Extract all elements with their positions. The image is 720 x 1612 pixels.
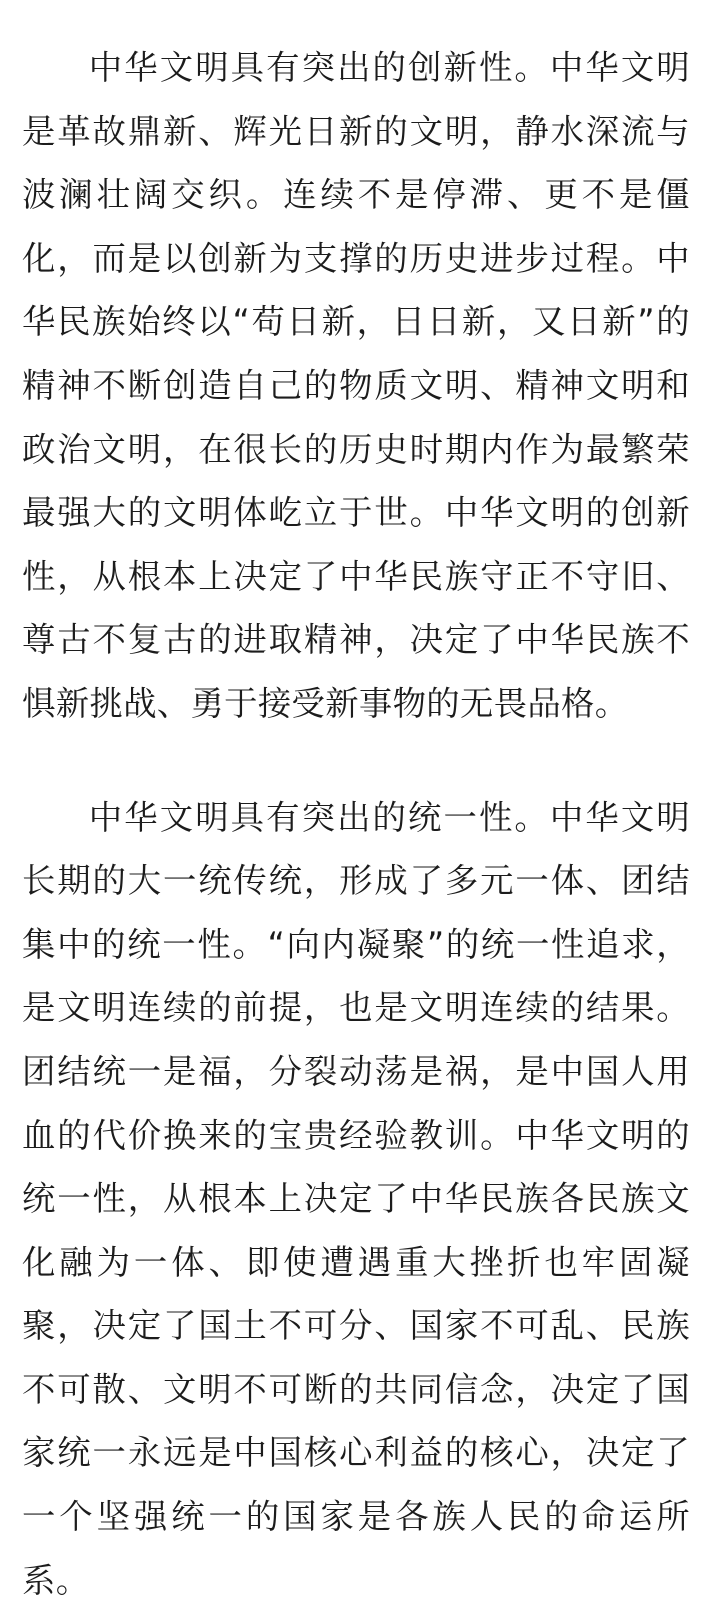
paragraph-innovation: 中华文明具有突出的创新性。中华文明是革故鼎新、辉光日新的文明，静水深流与波澜壮阔交织。连续不是停滞、更不是僵化，而是以创新为支撑的历史进步过程。中华民族始终以“苟日新，日日新，又日新”的精神不断创造自己的物质文明、精神文明和政治文明，在很长的历史时期内作为最繁荣最强大的文明体屹立于世。中华文明的创新性，从根本上决定了中华民族守正不守旧、尊古不复古的进取精神，决定了中华民族不惧新挑战、勇于接受新事物的无畏品格。 (22, 48, 690, 723)
article-body (22, 36, 690, 1612)
paragraph-unity: 中华文明具有突出的统一性。中华文明长期的大一统传统，形成了多元一体、团结集中的统一性。“向内凝聚”的统一性追求，是文明连续的前提，也是文明连续的结果。团结统一是福，分裂动荡是祸，是中国人用血的代价换来的宝贵经验教训。中华文明的统一性，从根本上决定了中华民族各民族文化融为一体、即使遭遇重大挫折也牢固凝聚，决定了国土不可分、国家不可乱、民族不可散、文明不可断的共同信念，决定了国家统一永远是中国核心利益的核心，决定了一个坚强统一的国家是各族人民的命运所系。 (22, 797, 690, 1600)
